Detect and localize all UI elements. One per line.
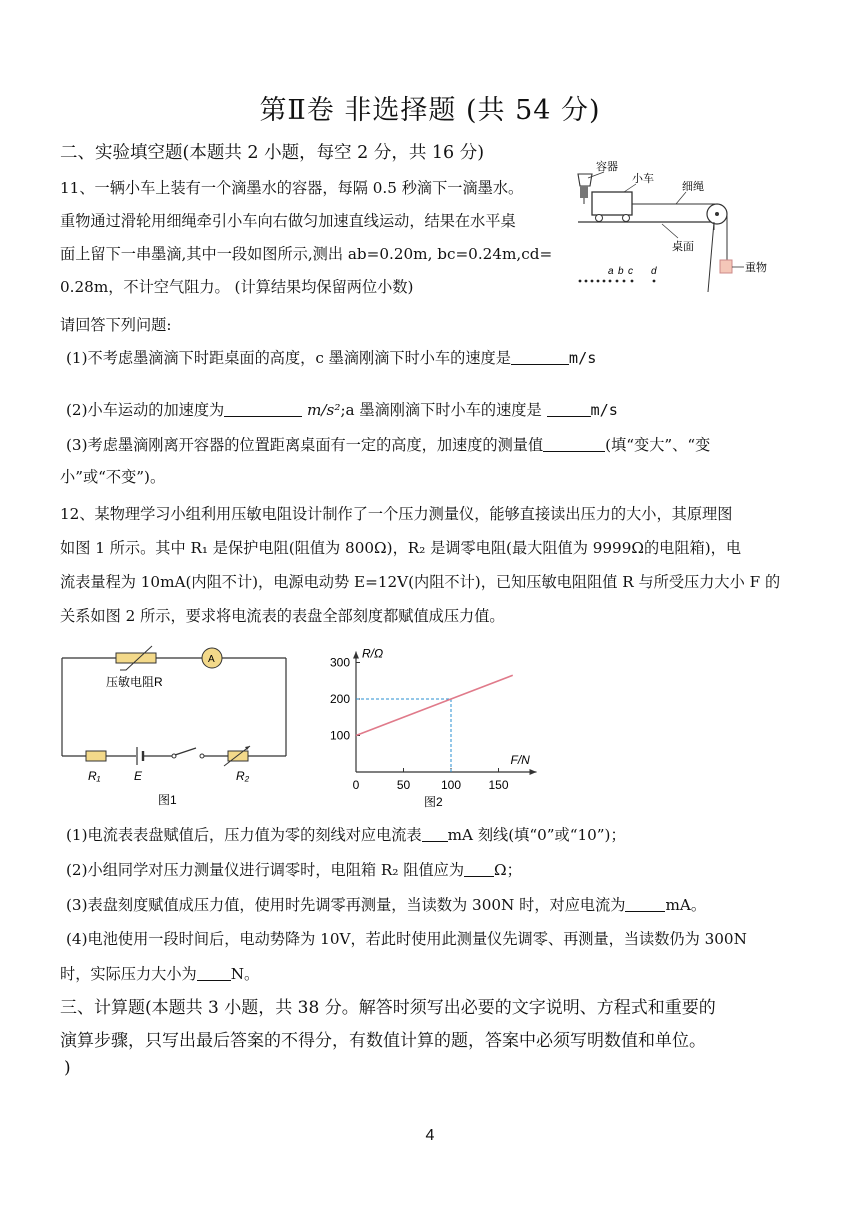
q11-part2-text-b: ;a 墨滴刚滴下时小车的速度是 [340, 401, 542, 419]
y-axis-arrow [353, 652, 359, 659]
drop-label-c: c [628, 266, 633, 277]
q11-line-3: 面上留下一串墨滴,其中一段如图所示,测出 ab=0.20m, bc=0.24m,cd= [60, 245, 553, 263]
resistor-r2 [224, 746, 250, 766]
section3-line-3: ) [64, 1058, 71, 1078]
label-weight: 重物 [745, 262, 767, 274]
pressure-resistor [116, 646, 156, 670]
q11-part3 [66, 437, 710, 453]
x-tick-label: 150 [488, 778, 509, 792]
drop-label-a: a [608, 266, 614, 277]
y-tick-label: 100 [329, 728, 350, 743]
q11-part1-unit: m/s [568, 349, 597, 367]
q11-part3-tail: (填“变大”、“变 [605, 436, 711, 454]
q12-sub4-line2 [60, 966, 259, 982]
label-container: 容器 [596, 161, 618, 173]
q11-part2-text: (2)小车运动的加速度为 [66, 401, 225, 419]
ink-drops [579, 280, 656, 283]
x-tick-label: 100 [440, 778, 462, 792]
resistance-force-chart [316, 632, 552, 812]
label-e: E [134, 769, 143, 783]
q12-line-3: 流表量程为 10mA(内阻不计)，电源电动势 E=12V(内阻不计)，已知压敏电阻阻值 R 与所受压力大小 F 的 [60, 573, 781, 591]
q12-sub3-tail: mA。 [665, 896, 707, 914]
q11-line-1: 11、一辆小车上装有一个滴墨水的容器，每隔 0.5 秒滴下一滴墨水。 [60, 179, 524, 197]
answer-blank[interactable] [197, 966, 231, 981]
q11-part2 [66, 402, 618, 418]
q12-sub2-tail: Ω； [494, 861, 522, 879]
cart-pulley-figure [574, 152, 794, 297]
weight-block [720, 260, 732, 273]
y-tick-label: 300 [329, 655, 350, 670]
answer-blank[interactable] [224, 402, 302, 417]
x-tick-label: 50 [396, 778, 411, 792]
q12-sub2-text: (2)小组同学对压力测量仪进行调零时，电阻箱 R₂ 阻值应为 [66, 861, 465, 879]
x-tick-label: 0 [352, 778, 360, 792]
q11-part2-unit-b: m/s [590, 401, 618, 419]
y-tick-label: 200 [329, 692, 350, 706]
q12-sub3 [66, 897, 706, 913]
q11-prompt: 请回答下列问题: [60, 316, 172, 334]
ink-container [578, 174, 592, 204]
drop-label-b: b [618, 266, 624, 277]
answer-blank[interactable] [543, 437, 605, 452]
section3-line-1: 三、计算题(本题共 3 小题，共 38 分。解答时须写出必要的文字说明、方程式和重要的 [60, 998, 716, 1018]
ammeter-label: A [208, 654, 215, 665]
q12-line-1: 12、某物理学习小组利用压敏电阻设计制作了一个压力测量仪，能够直接读出压力的大小，其原理图 [60, 505, 733, 523]
q12-sub1-tail: mA 刻线(填“0”或“10”)； [447, 826, 626, 844]
q11-part2-unit: m/s² [307, 401, 341, 419]
cart-body [592, 192, 632, 215]
q12-sub1 [66, 827, 626, 843]
cart-wheel [596, 215, 603, 222]
label-table: 桌面 [672, 241, 694, 253]
q12-sub4-tail: N。 [230, 965, 260, 983]
answer-blank[interactable] [422, 827, 448, 842]
label-rope: 细绳 [682, 181, 704, 193]
label-pressure-resistor: 压敏电阻R [106, 675, 163, 689]
series-line [356, 675, 513, 735]
label-r1: R₁ [88, 769, 101, 783]
q11-line-2: 重物通过滑轮用细绳牵引小车向右做匀加速直线运动，结果在水平桌 [60, 212, 516, 230]
answer-blank[interactable] [511, 350, 569, 365]
q12-sub1-text: (1)电流表表盘赋值后，压力值为零的刻线对应电流表 [66, 826, 422, 844]
drop-label-d: d [651, 266, 657, 277]
x-axis-arrow [530, 769, 537, 775]
q12-line-4: 关系如图 2 所示，要求将电流表的表盘全部刻度都赋值成压力值。 [60, 607, 505, 625]
q12-sub2 [66, 862, 522, 878]
page-title: 第Ⅱ卷 非选择题 (共 54 分) [259, 95, 601, 126]
answer-blank[interactable] [625, 897, 665, 912]
fig2-caption: 图2 [424, 795, 443, 809]
chart-plot-area [330, 647, 537, 792]
q11-part3-text: (3)考虑墨滴刚离开容器的位置距离桌面有一定的高度，加速度的测量值 [66, 436, 544, 454]
switch [172, 748, 204, 758]
q12-sub3-text: (3)表盘刻度赋值成压力值，使用时先调零再测量，当读数为 300N 时，对应电流为 [66, 896, 626, 914]
cart-wheel [623, 215, 630, 222]
q11-part1 [66, 350, 596, 366]
q12-sub4: (4)电池使用一段时间后，电动势降为 10V，若此时使用此测量仪先调零、再测量，当读数仍为 300N [66, 930, 747, 948]
section3-line-2: 演算步骤，只写出最后答案的不得分，有数值计算的题，答案中必须写明数值和单位。 [60, 1031, 706, 1051]
fig1-caption: 图1 [158, 793, 177, 807]
q11-line-4: 0.28m，不计空气阻力。 (计算结果均保留两位小数) [60, 278, 414, 296]
resistor-r1 [86, 751, 106, 761]
x-axis-label: F/N [510, 753, 530, 767]
circuit-diagram [56, 644, 296, 810]
q11-part3-line2: 小”或“不变”)。 [60, 468, 166, 486]
q11-part1-text: (1)不考虑墨滴滴下时距桌面的高度，c 墨滴刚滴下时小车的速度是 [66, 349, 511, 367]
section2-heading: 二、实验填空题(本题共 2 小题，每空 2 分，共 16 分) [60, 143, 485, 163]
label-r2: R₂ [236, 769, 250, 783]
answer-blank[interactable] [547, 402, 591, 417]
q12-sub4-line2-text: 时，实际压力大小为 [60, 965, 197, 983]
answer-blank[interactable] [464, 862, 494, 877]
page-number: 4 [425, 1127, 435, 1144]
y-axis-label: R/Ω [362, 646, 384, 661]
q12-line-2: 如图 1 所示。其中 R₁ 是保护电阻(阻值为 800Ω)，R₂ 是调零电阻(最大阻值为 9999Ω的电阻箱)，电 [60, 539, 742, 557]
label-cart: 小车 [632, 173, 654, 185]
